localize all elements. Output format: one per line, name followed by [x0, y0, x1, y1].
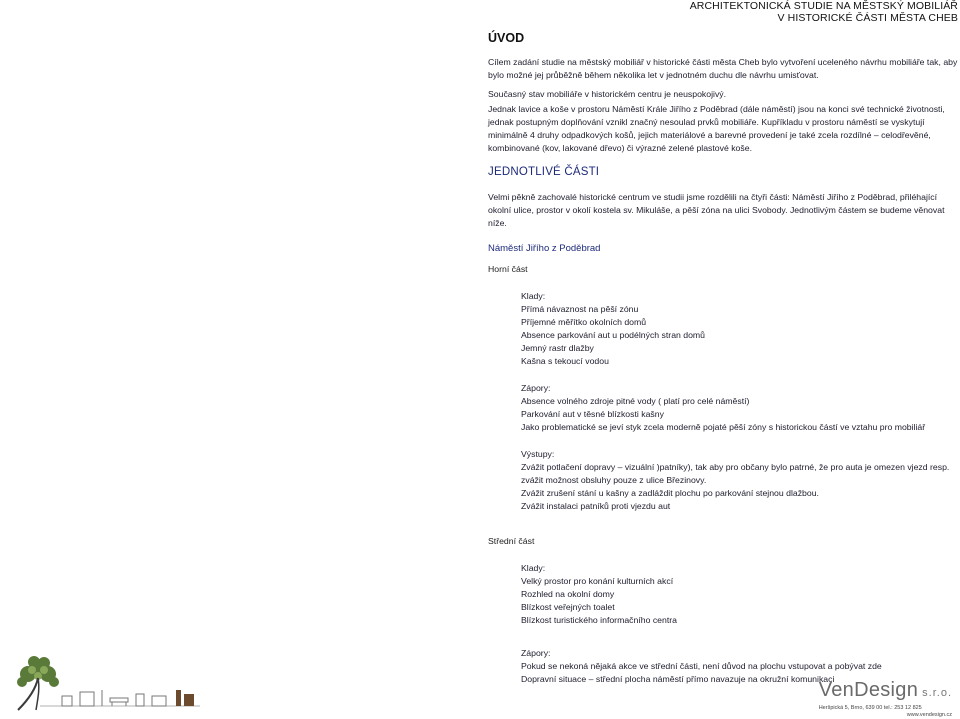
- upper-pros: [521, 290, 958, 368]
- brand-name-text: VenDesign: [818, 679, 919, 701]
- list-item: Zvážit potlačení dopravy – vizuální )patníky), tak aby pro občany bylo patrné, že pro auta je omezen vjezd resp. zvážit možnost obsluhy pouze z ulice Březinovy.: [521, 462, 950, 485]
- middle-pros-label: Klady:: [521, 563, 546, 573]
- parts-title: JEDNOTLIVÉ ČÁSTI: [488, 166, 600, 178]
- intro-paragraph-4-text: Kupříkladu v prostoru náměstí se vyskytují minimálně 4 druhy odpadkových košů, jejich materiálové a barevné provedení je také zcela rozdílné – celodřevěné, kombinované (kov, lakované dřevo) či výrazné zelené plastové koše.: [488, 117, 931, 153]
- brand-suffix: s.r.o.: [922, 687, 952, 699]
- company-brand: [819, 680, 952, 719]
- list-item: Zvážit zrušení stání u kašny a zadláždit plochu po parkování stejnou dlažbou.: [521, 488, 819, 498]
- list-item: Absence volného zdroje pitné vody ( platí pro celé náměstí): [521, 396, 750, 406]
- upper-cons: [521, 382, 958, 434]
- list-item: Příjemné měřítko okolních domů: [521, 317, 647, 327]
- list-item: Blízkost turistického informačního centra: [521, 615, 677, 625]
- intro-paragraph-2: Současný stav mobiliáře v historickém centru je neuspokojivý.: [488, 89, 727, 99]
- list-item: Parkování aut v těsné blízkosti kašny: [521, 409, 664, 419]
- square-title: Náměstí Jiřího z Poděbrad: [488, 243, 601, 254]
- header-line-2: V HISTORICKÉ ČÁSTI MĚSTA CHEB: [777, 12, 958, 24]
- brand-address: Heršpická 5, Brno, 639 00 tel.: 253 12 825: [818, 705, 922, 711]
- intro-paragraph-3-text: Jednak lavice a koše v prostoru Náměstí Krále Jiřího z Poděbrad (dále náměstí) jsou na konci své technické životnosti, jednak postupným doplňování vznikl značný nesoulad prvků mobiliáře.: [488, 104, 945, 127]
- header-line-1: ARCHITEKTONICKÁ STUDIE NA MĚSTSKÝ MOBILIÁŘ: [689, 0, 958, 12]
- intro-paragraph-1: Cílem zadání studie na městský mobiliář v historické části města Cheb bylo vytvoření uceleného návrhu mobiliáře tak, aby bylo možné jej průběžně během několika let v jednotném duchu dle návrhu umisťovat.: [488, 57, 958, 80]
- list-item: Pokud se nekoná nějaká akce ve střední části, není důvod na plochu vstupovat a pobývat zde: [521, 661, 882, 671]
- list-item: Absence parkování aut u podélných stran domů: [521, 330, 706, 340]
- brand-website-link[interactable]: www.vendesign.cz: [906, 712, 952, 718]
- upper-part-title: Horní část: [488, 264, 528, 274]
- list-item: Rozhled na okolní domy: [521, 589, 615, 599]
- intro-paragraph-3: [488, 103, 958, 155]
- upper-cons-label: Zápory:: [521, 383, 551, 393]
- list-item: Zvážit instalaci patníků proti vjezdu aut: [521, 501, 671, 511]
- street-furniture-illustration-icon: [40, 686, 200, 708]
- parts-paragraph: Velmi pěkně zachovalé historické centrum ve studii jsme rozdělili na čtyři části: Náměstí Jiřího z Poděbrad, přiléhající okolní ulice, prostor v okolí kostela sv. Mikuláše, a pěší zóna na ulici Svobody. Jednotlivým částem se budeme věnovat níže.: [488, 192, 945, 228]
- list-item: Přímá návaznost na pěší zónu: [521, 304, 639, 314]
- intro-title: ÚVOD: [488, 31, 525, 45]
- document-content: [488, 30, 958, 700]
- middle-pros: [521, 562, 958, 627]
- upper-outputs-label: Výstupy:: [521, 449, 555, 459]
- list-item: Blízkost veřejných toalet: [521, 602, 615, 612]
- middle-part-title: Střední část: [488, 536, 535, 546]
- list-item: Velký prostor pro konání kulturních akcí: [521, 576, 674, 586]
- upper-pros-label: Klady:: [521, 291, 546, 301]
- list-item: Jako problematické se jeví styk zcela moderně pojaté pěší zóny s historickou částí ve vztahu pro mobiliář: [521, 422, 926, 432]
- document-header: [690, 0, 958, 24]
- brand-name: [819, 680, 952, 703]
- upper-outputs: [521, 448, 958, 513]
- list-item: Dopravní situace – střední plocha náměstí přímo navazuje na okružní komunikaci: [521, 674, 835, 684]
- middle-cons-label: Zápory:: [521, 648, 551, 658]
- list-item: Kašna s tekoucí vodou: [521, 356, 609, 366]
- list-item: Jemný rastr dlažby: [521, 343, 594, 353]
